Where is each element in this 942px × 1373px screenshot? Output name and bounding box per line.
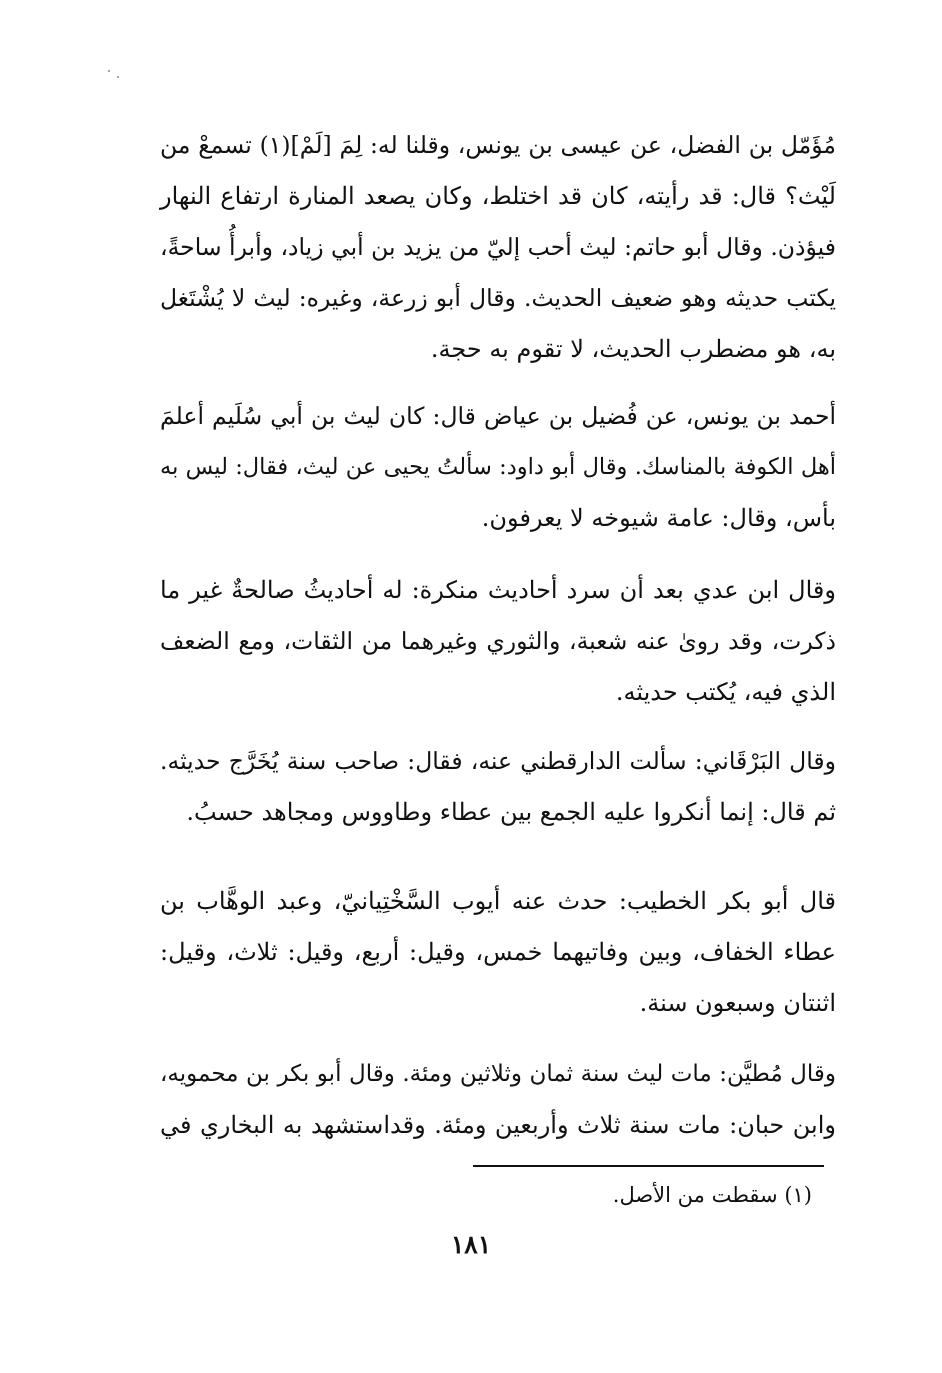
text-line: وقال مُطيَّن: مات ليث سنة ثمان وثلاثين ومئة. وقال أبو بكر بن محمويه،: [160, 1061, 836, 1087]
text-line: ثم قال: إنما أنكروا عليه الجمع بين عطاء وطاووس ومجاهد حسبُ.: [186, 798, 836, 826]
text-line: وابن حبان: مات سنة ثلاث وأربعين ومئة. وقداستشهد به البخاري في: [160, 1111, 836, 1139]
paragraph-barqani: [160, 736, 836, 838]
text-line: مُؤَمّل بن الفضل، عن عيسى بن يونس، وقلنا له: لِمَ [لَمْ](١) تسمعْ من: [160, 131, 837, 159]
footnote: (١) سقطت من الأصل.: [612, 1183, 812, 1207]
paragraph-ahmad-bin-yunus: [160, 391, 836, 544]
text-line: وقال ابن عدي بعد أن سرد أحاديث منكرة: له أحاديثُ صالحةٌ غير ما: [160, 576, 836, 604]
text-line: به، هو مضطرب الحديث، لا تقوم به حجة.: [430, 335, 836, 363]
paragraph-mutayyan: [160, 1049, 836, 1151]
scan-speck: [108, 70, 110, 72]
footnote-divider: [473, 1165, 824, 1167]
scan-speck: [117, 76, 119, 78]
text-line: يكتب حديثه وهو ضعيف الحديث. وقال أبو زرعة، وغيره: ليث لا يُشْتَغل: [160, 284, 836, 312]
text-line: وقال البَرْقَاني: سألت الدارقطني عنه، فقال: صاحب سنة يُخَرَّج حديثه.: [160, 747, 836, 775]
text-line: قال أبو بكر الخطيب: حدث عنه أيوب السَّخْتِيانيّ، وعبد الوهَّاب بن: [160, 887, 836, 915]
text-line: الذي فيه، يُكتب حديثه.: [615, 678, 836, 706]
text-line: أحمد بن يونس، عن فُضيل بن عياض قال: كان ليث بن أبي سُلَيم أعلمَ: [160, 402, 836, 430]
text-line: فيؤذن. وقال أبو حاتم: ليث أحب إليّ من يزيد بن أبي زياد، وأبرأُ ساحةً،: [160, 233, 836, 261]
text-line: لَيْث؟ قال: قد رأيته، كان قد اختلط، وكان يصعد المنارة ارتفاع النهار: [160, 182, 836, 210]
paragraph-ibn-adi: [160, 565, 836, 718]
paragraph-muammal: [160, 120, 836, 375]
text-line: أهل الكوفة بالمناسك. وقال أبو داود: سألتُ يحيى عن ليث، فقال: ليس به: [160, 454, 836, 480]
text-line: ذكرت، وقد روىٰ عنه شعبة، والثوري وغيرهما من الثقات، ومع الضعف: [160, 627, 836, 655]
text-line: بأس، وقال: عامة شيوخه لا يعرفون.: [481, 504, 836, 532]
text-line: اثنتان وسبعون سنة.: [639, 989, 836, 1017]
text-line: عطاء الخفاف، وبين وفاتيهما خمس، وقيل: أربع، وقيل: ثلاث، وقيل:: [160, 938, 836, 966]
page-number: ١٨١: [450, 1230, 492, 1259]
paragraph-khatib: [160, 876, 836, 1029]
